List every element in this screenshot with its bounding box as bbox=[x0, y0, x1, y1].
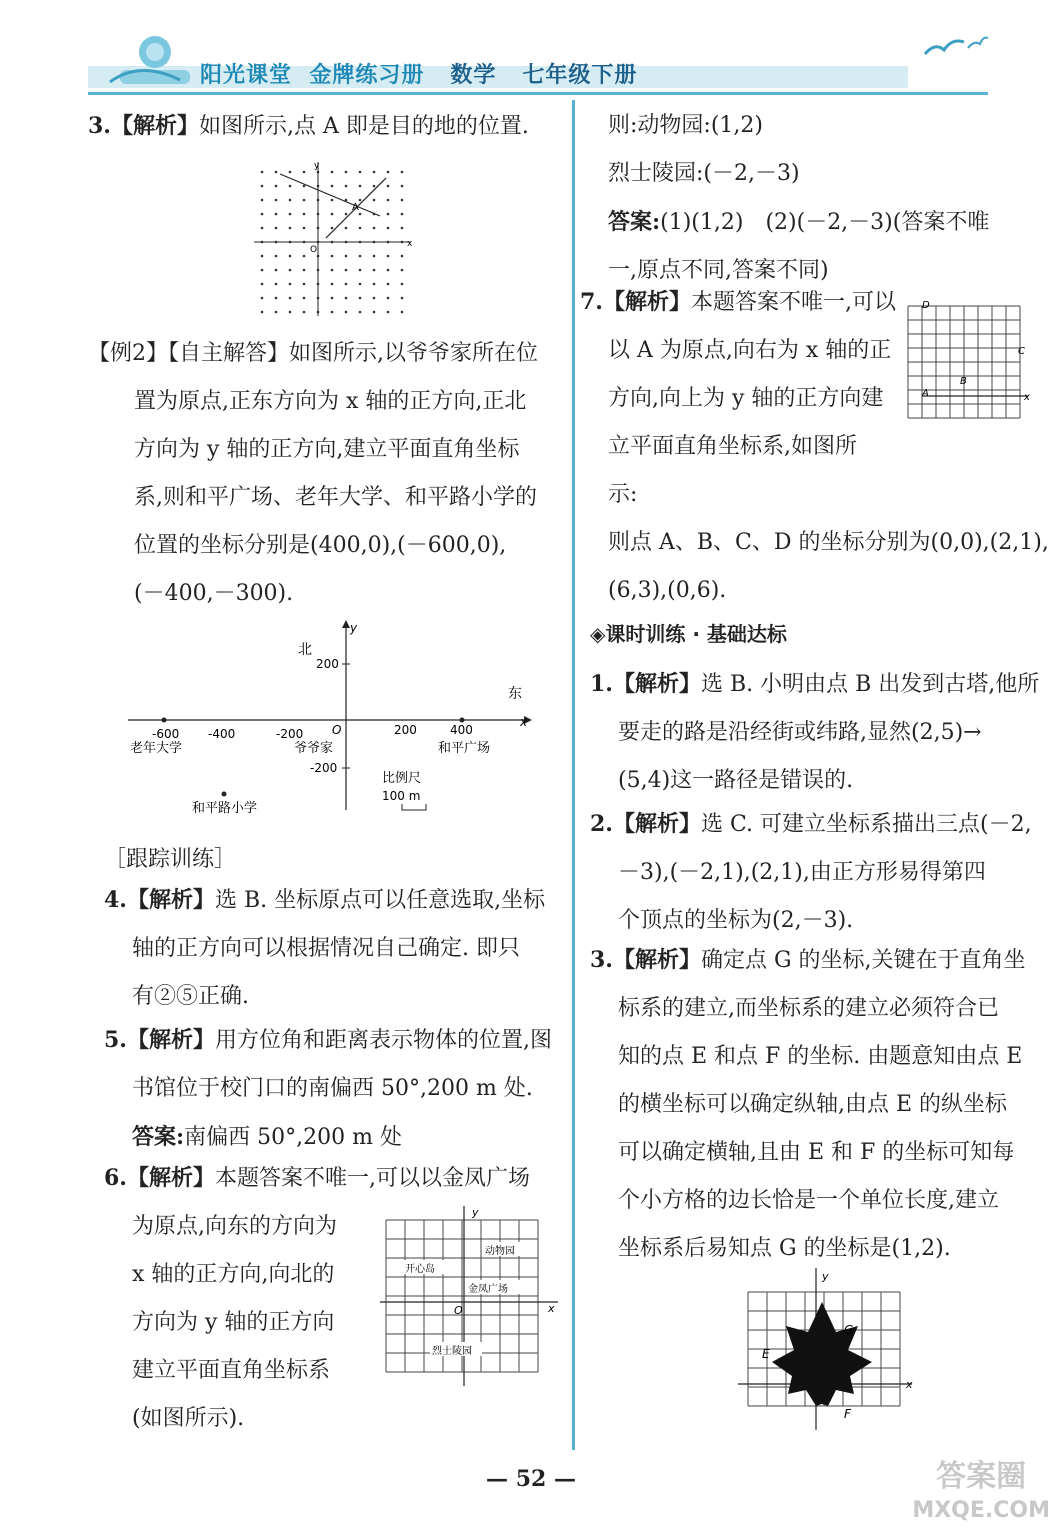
grid-dot bbox=[261, 311, 264, 314]
fig3-y-label: y bbox=[822, 1270, 829, 1283]
grid-dot bbox=[401, 255, 404, 258]
grid-dot bbox=[387, 311, 390, 314]
fig6-island-label: 开心岛 bbox=[405, 1264, 435, 1275]
map-tick-label: -400 bbox=[208, 727, 236, 741]
grid-dot bbox=[331, 283, 334, 286]
grid-dot bbox=[345, 269, 348, 272]
grid-dot bbox=[387, 227, 390, 230]
grid-dot bbox=[261, 171, 264, 174]
grid-dot bbox=[331, 171, 334, 174]
grid-dot bbox=[303, 269, 306, 272]
q5-block: 5.【解析】用方位角和距离表示物体的位置,图 书馆位于校门口的南偏西 50°,200 m 处. 答案:南偏西 50°,200 m 处 bbox=[104, 1027, 552, 1150]
r2-block: 2.【解析】选 C. 可建立坐标系描出三点(－2, －3),(－2,1),(2,1),由正方形易得第四 个顶点的坐标为(2,－3). bbox=[590, 811, 1032, 933]
grid-dot bbox=[359, 283, 362, 286]
map-north-label: 北 bbox=[298, 642, 312, 658]
map-tick-label: -200 bbox=[276, 727, 304, 741]
grid-dot bbox=[275, 255, 278, 258]
grid-dot bbox=[331, 255, 334, 258]
grid-dot bbox=[303, 171, 306, 174]
q7-block: 7.【解析】本题答案不唯一,可以 以 A 为原点,向右为 x 轴的正 方向,向上为 y 轴的正方向建 立平面直角坐标系,如图所 示: 则点 A、B、C、D 的坐标分别为(0,0),(2,1), (6,3),(0,6). bbox=[580, 289, 1049, 603]
grid-dot bbox=[373, 269, 376, 272]
grid-dot bbox=[401, 185, 404, 188]
grid-dot bbox=[275, 185, 278, 188]
grid-dot bbox=[289, 269, 292, 272]
grid-dot bbox=[303, 297, 306, 300]
column-divider bbox=[572, 100, 575, 1450]
map-scale-label: 比例尺 bbox=[382, 771, 422, 786]
grid-dot bbox=[373, 171, 376, 174]
grid-dot bbox=[275, 171, 278, 174]
grid-dot bbox=[331, 269, 334, 272]
map-east-label: 东 bbox=[508, 686, 522, 702]
fig3-point-e: E bbox=[762, 1347, 770, 1361]
map-y-label: y bbox=[350, 621, 358, 635]
grid-dot bbox=[401, 311, 404, 314]
grid-dot bbox=[373, 311, 376, 314]
q3-line: 3.【解析】如图所示,点 A 即是目的地的位置. bbox=[88, 113, 529, 139]
r3-block: 3.【解析】确定点 G 的坐标,关键在于直角坐 标系的建立,而坐标系的建立必须符合已 知的点 E 和点 F 的坐标. 由题意知由点 E 的横坐标可以确定纵轴,由点 E 的纵坐标 可以确定横轴,且由 E 和 F 的坐标可知每 个小方格的边长恰是一个单位长度,建立 坐标系后易知点 G 的坐标是(1,2). bbox=[590, 947, 1026, 1261]
birds-icon bbox=[920, 28, 990, 64]
grid-dot bbox=[401, 213, 404, 216]
grid-dot bbox=[331, 311, 334, 314]
grid-dot bbox=[387, 297, 390, 300]
fig6-zoo-label: 动物园 bbox=[485, 1246, 515, 1257]
q3-dot-grid-figure bbox=[252, 160, 412, 318]
fig6-square-label: 金凤广场 bbox=[468, 1284, 508, 1295]
grid-dot bbox=[401, 199, 404, 202]
grid-dot bbox=[261, 255, 264, 258]
q6-block: 6.【解析】本题答案不唯一,可以以金凤广场 为原点,向东的方向为 x 轴的正方向,向北的 方向为 y 轴的正方向 建立平面直角坐标系 (如图所示). bbox=[104, 1165, 530, 1431]
grid-dot bbox=[275, 213, 278, 216]
grid-dot bbox=[401, 283, 404, 286]
grid-dot bbox=[303, 283, 306, 286]
svg-text:y: y bbox=[314, 161, 320, 171]
fig7-point-a: A bbox=[922, 388, 929, 399]
grid-dot bbox=[289, 297, 292, 300]
grid-dot bbox=[387, 213, 390, 216]
grid-dot bbox=[289, 213, 292, 216]
grid-dot bbox=[345, 311, 348, 314]
grid-dot bbox=[275, 227, 278, 230]
fig7-point-d: D bbox=[922, 300, 930, 311]
svg-text:A: A bbox=[352, 202, 359, 213]
grid-dot bbox=[359, 255, 362, 258]
grid-dot bbox=[345, 283, 348, 286]
map-origin-label: O bbox=[332, 723, 342, 737]
grid-dot bbox=[331, 185, 334, 188]
grid-dot bbox=[275, 311, 278, 314]
grid-dot bbox=[275, 297, 278, 300]
grid-dot bbox=[303, 213, 306, 216]
q4-block: 4.【解析】选 B. 坐标原点可以任意选取,坐标 轴的正方向可以根据情况自己确定. 即只 有②⑤正确. bbox=[104, 887, 546, 1009]
grid-dot bbox=[331, 213, 334, 216]
grid-dot bbox=[345, 213, 348, 216]
grid-dot bbox=[261, 185, 264, 188]
grid-dot bbox=[345, 297, 348, 300]
map-x-label: x bbox=[520, 715, 528, 729]
section-heading: ◈课时训练 · 基础达标 bbox=[590, 622, 787, 646]
grid-dot bbox=[289, 227, 292, 230]
grid-dot bbox=[373, 227, 376, 230]
map-tick-label: 200 bbox=[316, 657, 339, 671]
fig3-point-g: G bbox=[844, 1323, 854, 1337]
grid-dot bbox=[401, 269, 404, 272]
grid-dot bbox=[261, 269, 264, 272]
grid-dot bbox=[289, 199, 292, 202]
grid-dot bbox=[331, 227, 334, 230]
svg-text:x: x bbox=[407, 239, 412, 249]
tracking-training-heading: ［跟踪训练］ bbox=[104, 847, 237, 872]
map-tick-label: -600 bbox=[152, 727, 180, 741]
watermark-logo: 答案圈 MXQE.COM bbox=[912, 1459, 1050, 1523]
fig7-point-c: C bbox=[1018, 346, 1025, 357]
fig7-x-label: x bbox=[1024, 392, 1030, 403]
grid-dot bbox=[359, 185, 362, 188]
q6-continued: 则:动物园:(1,2) 烈士陵园:(－2,－3) 答案:(1)(1,2) (2)(－2,－3)(答案不唯 一,原点不同,答案不同) bbox=[608, 113, 990, 283]
map-tick-label: 400 bbox=[450, 723, 473, 737]
grid-dot bbox=[289, 311, 292, 314]
grid-dot bbox=[289, 171, 292, 174]
map-scale-value: 100 m bbox=[382, 789, 421, 803]
grid-dot bbox=[261, 283, 264, 286]
grid-dot bbox=[261, 297, 264, 300]
grid-dot bbox=[373, 255, 376, 258]
grid-dot bbox=[331, 199, 334, 202]
r1-block: 1.【解析】选 B. 小明由点 B 出发到古塔,他所 要走的路是沿经街或纬路,显然(2,5)→ (5,4)这一路径是错误的. bbox=[590, 671, 1040, 793]
grid-dot bbox=[345, 185, 348, 188]
fig6-x-label: x bbox=[548, 1302, 555, 1315]
fig3-point-f: F bbox=[844, 1407, 851, 1421]
grid-dot bbox=[401, 297, 404, 300]
grid-dot bbox=[373, 185, 376, 188]
map-place-label: 爷爷家 bbox=[294, 741, 334, 756]
grid-dot bbox=[387, 255, 390, 258]
grid-dot bbox=[289, 283, 292, 286]
header-logo-icon bbox=[100, 30, 200, 94]
grid-dot bbox=[275, 269, 278, 272]
grid-dot bbox=[261, 227, 264, 230]
grid-dot bbox=[261, 213, 264, 216]
fig6-y-label: y bbox=[472, 1206, 479, 1219]
page-number: — 52 — bbox=[486, 1466, 576, 1492]
grid-dot bbox=[373, 283, 376, 286]
grid-dot bbox=[387, 185, 390, 188]
map-tick-label: 200 bbox=[394, 723, 417, 737]
example2-map-figure bbox=[120, 618, 540, 818]
grid-dot bbox=[345, 227, 348, 230]
grid-dot bbox=[289, 185, 292, 188]
grid-dot bbox=[359, 213, 362, 216]
fig6-origin-label: O bbox=[454, 1304, 463, 1317]
grid-dot bbox=[373, 199, 376, 202]
header-title: 阳光课堂 金牌练习册 数学 七年级下册 bbox=[200, 63, 638, 88]
maple-leaf-figure bbox=[736, 1266, 922, 1432]
grid-dot bbox=[373, 297, 376, 300]
grid-dot bbox=[303, 255, 306, 258]
grid-dot bbox=[275, 283, 278, 286]
grid-dot bbox=[303, 311, 306, 314]
grid-dot bbox=[331, 297, 334, 300]
grid-dot bbox=[359, 227, 362, 230]
grid-dot bbox=[303, 199, 306, 202]
svg-text:O: O bbox=[310, 245, 318, 255]
map-tick-label: -200 bbox=[310, 761, 338, 775]
grid-dot bbox=[359, 171, 362, 174]
map-place-label: 和平广场 bbox=[438, 741, 491, 756]
grid-dot bbox=[387, 199, 390, 202]
grid-dot bbox=[261, 199, 264, 202]
example2-block: 【例2】【自主解答】如图所示,以爷爷家所在位 置为原点,正东方向为 x 轴的正方向,正北 方向为 y 轴的正方向,建立平面直角坐标 系,则和平广场、老年大学、和平路小学的 位置的坐标分别是(400,0),(－600,0), (－400,－300). bbox=[88, 341, 538, 606]
fig3-x-label: x bbox=[906, 1378, 913, 1391]
header-rule bbox=[88, 92, 988, 95]
grid-dot bbox=[359, 311, 362, 314]
grid-dot bbox=[303, 227, 306, 230]
grid-dot bbox=[359, 297, 362, 300]
grid-dot bbox=[289, 255, 292, 258]
q7-grid-figure bbox=[904, 296, 1034, 422]
grid-dot bbox=[345, 171, 348, 174]
grid-dot bbox=[275, 199, 278, 202]
section-bullet-icon: ◈ bbox=[590, 622, 606, 646]
grid-dot bbox=[401, 227, 404, 230]
q6-grid-map-figure bbox=[380, 1204, 560, 1388]
grid-dot bbox=[359, 269, 362, 272]
fig6-cemetery-label: 烈士陵园 bbox=[432, 1346, 472, 1357]
fig7-point-b: B bbox=[960, 376, 967, 387]
grid-dot bbox=[401, 171, 404, 174]
grid-dot bbox=[387, 283, 390, 286]
grid-dot bbox=[387, 269, 390, 272]
map-place-label: 老年大学 bbox=[130, 741, 183, 756]
map-place-label: 和平路小学 bbox=[192, 801, 258, 816]
grid-dot bbox=[345, 255, 348, 258]
grid-dot bbox=[387, 171, 390, 174]
grid-dot bbox=[359, 199, 362, 202]
